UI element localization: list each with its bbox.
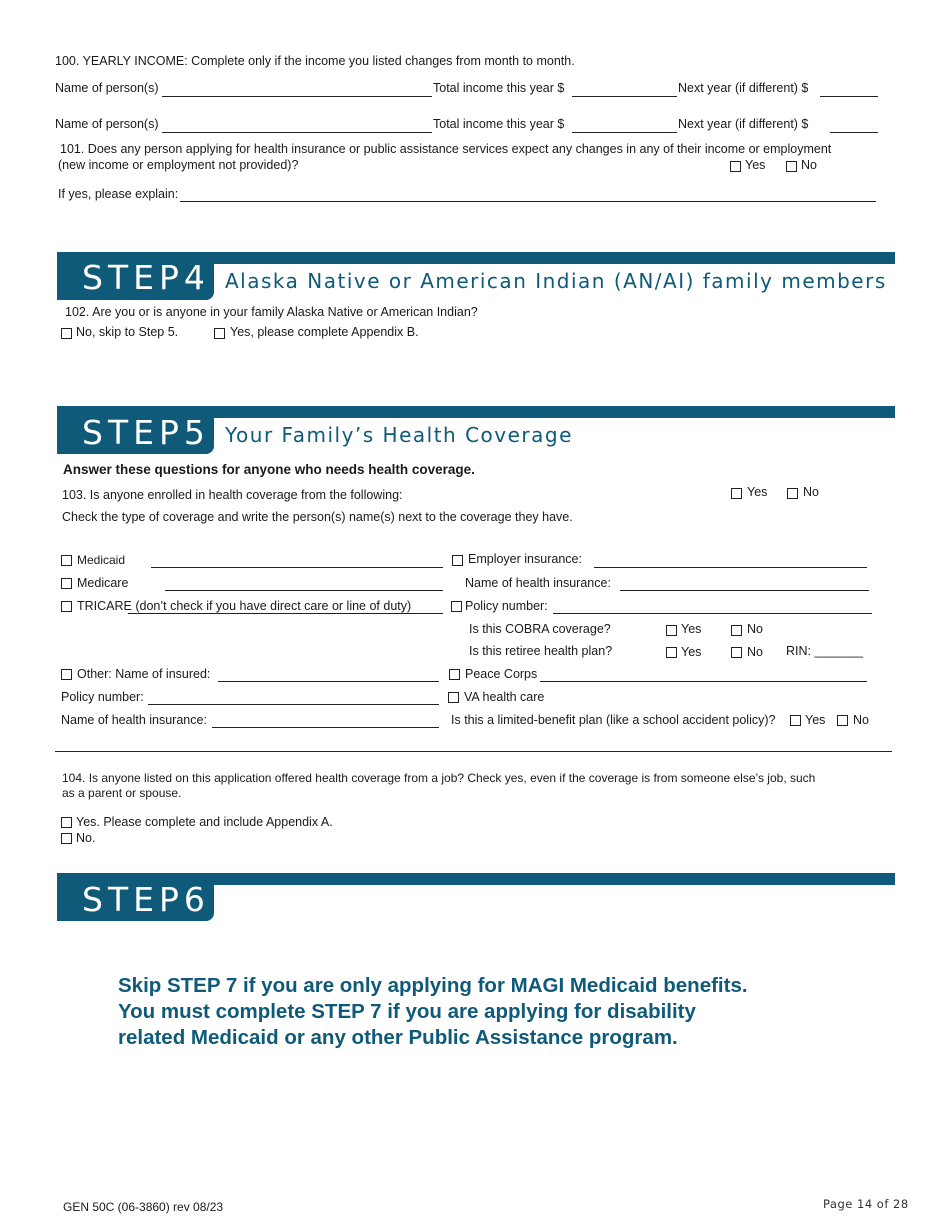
step5-note: Answer these questions for anyone who needs health coverage. [63, 462, 475, 477]
q104-line2: as a parent or spouse. [62, 786, 182, 800]
employer-health-ins-field[interactable] [620, 590, 869, 591]
q100-name-field-2[interactable] [162, 132, 432, 133]
q100-name-label: Name of person(s) [55, 81, 159, 95]
q102-yes-label: Yes, please complete Appendix B. [230, 325, 419, 339]
q101-no-label: No [801, 158, 817, 172]
retiree-yes-checkbox[interactable] [666, 647, 677, 658]
step4-title: STEP4 [82, 258, 210, 297]
cobra-yes-label: Yes [681, 622, 702, 636]
limited-no-label: No [853, 713, 869, 727]
q103-yes-checkbox[interactable] [731, 488, 742, 499]
section-divider [55, 751, 892, 752]
q104-no-checkbox[interactable] [61, 833, 72, 844]
form-id: GEN 50C (06-3860) rev 08/23 [63, 1200, 224, 1214]
medicare-checkbox[interactable] [61, 578, 72, 589]
retiree-question: Is this retiree health plan? [469, 644, 613, 658]
medicare-label: Medicare [77, 576, 129, 590]
q101-line1: 101. Does any person applying for health insurance or public assistance services expect any changes in any of their income or employment [60, 142, 832, 156]
other-label: Other: Name of insured: [77, 667, 211, 681]
limited-yes-label: Yes [805, 713, 826, 727]
q102-no-label: No, skip to Step 5. [76, 325, 179, 339]
cobra-no-label: No [747, 622, 763, 636]
step4-subtitle: Alaska Native or American Indian (AN/AI) family members [225, 269, 887, 293]
cobra-yes-checkbox[interactable] [666, 625, 677, 636]
q100-name-field-1[interactable] [162, 96, 432, 97]
cobra-no-checkbox[interactable] [731, 625, 742, 636]
peace-corps-field[interactable] [540, 681, 867, 682]
medicare-name-field[interactable] [165, 590, 443, 591]
q100-total-label: Total income this year $ [433, 81, 565, 95]
medicaid-name-field[interactable] [151, 567, 443, 568]
tricare-label: TRICARE (don’t check if you have direct care or line of duty) [77, 599, 412, 613]
employer-health-ins-label: Name of health insurance: [465, 576, 611, 590]
step6-line1: Skip STEP 7 if you are only applying for MAGI Medicaid benefits. [118, 974, 748, 997]
limited-no-checkbox[interactable] [837, 715, 848, 726]
va-checkbox[interactable] [448, 692, 459, 703]
peace-corps-checkbox[interactable] [449, 669, 460, 680]
q100-next-label: Next year (if different) $ [678, 81, 809, 95]
step6-line3: related Medicaid or any other Public Assistance program. [118, 1026, 678, 1049]
employer-checkbox[interactable] [452, 555, 463, 566]
q100-next-field-1[interactable] [820, 96, 878, 97]
q103-no-label: No [803, 485, 819, 499]
q100-next-field-2[interactable] [830, 132, 878, 133]
q101-yes-checkbox[interactable] [730, 161, 741, 172]
step6-title: STEP6 [82, 880, 210, 919]
limited-benefit-question: Is this a limited-benefit plan (like a school accident policy)? [451, 713, 776, 727]
step6-instructions [118, 973, 748, 1051]
employer-label: Employer insurance: [468, 552, 582, 566]
employer-policy-label: Policy number: [465, 599, 548, 613]
tricare-checkbox[interactable] [61, 601, 72, 612]
q100-total-label: Total income this year $ [433, 117, 565, 131]
q103-no-checkbox[interactable] [787, 488, 798, 499]
cobra-question: Is this COBRA coverage? [469, 622, 611, 636]
q101-explain-field[interactable] [180, 201, 876, 202]
medicaid-checkbox[interactable] [61, 555, 72, 566]
step5-title: STEP5 [82, 413, 210, 452]
q101-yes-label: Yes [745, 158, 766, 172]
retiree-no-label: No [747, 645, 763, 659]
policy-number-checkbox[interactable] [451, 601, 462, 612]
q100-total-field-1[interactable] [572, 96, 677, 97]
step5-subtitle: Your Family’s Health Coverage [225, 423, 573, 447]
q100-heading: 100. YEARLY INCOME: Complete only if the income you listed changes from month to month. [55, 54, 575, 68]
q103-instructions: Check the type of coverage and write the person(s) name(s) next to the coverage they have. [62, 510, 573, 524]
medicaid-label: Medicaid [77, 553, 126, 567]
q101-explain-label: If yes, please explain: [58, 187, 179, 201]
limited-yes-checkbox[interactable] [790, 715, 801, 726]
q104-yes-checkbox[interactable] [61, 817, 72, 828]
tricare-name-field[interactable] [128, 613, 443, 614]
q102-no-checkbox[interactable] [61, 328, 72, 339]
peace-corps-label: Peace Corps [465, 667, 538, 681]
other-policy-field[interactable] [148, 704, 439, 705]
employer-policy-field[interactable] [553, 613, 872, 614]
q104-yes-label: Yes. Please complete and include Appendix A. [76, 815, 333, 829]
other-insured-field[interactable] [218, 681, 439, 682]
q100-total-field-2[interactable] [572, 132, 677, 133]
q102-yes-checkbox[interactable] [214, 328, 225, 339]
q100-next-label: Next year (if different) $ [678, 117, 809, 131]
q104-line1: 104. Is anyone listed on this application offered health coverage from a job? Check yes, even if the coverage is from someone else’s job, such [62, 771, 816, 785]
retiree-yes-label: Yes [681, 645, 702, 659]
employer-name-field[interactable] [594, 567, 867, 568]
q103-question: 103. Is anyone enrolled in health coverage from the following: [62, 488, 403, 502]
q103-yes-label: Yes [747, 485, 768, 499]
q101-no-checkbox[interactable] [786, 161, 797, 172]
other-health-ins-label: Name of health insurance: [61, 713, 207, 727]
other-checkbox[interactable] [61, 669, 72, 680]
q102-question: 102. Are you or is anyone in your family Alaska Native or American Indian? [65, 305, 478, 319]
other-policy-label: Policy number: [61, 690, 144, 704]
q100-name-label: Name of person(s) [55, 117, 159, 131]
rin-field[interactable]: RIN: _______ [786, 644, 864, 658]
q104-no-label: No. [76, 831, 96, 845]
retiree-no-checkbox[interactable] [731, 647, 742, 658]
page-number: Page 14 of 28 [823, 1197, 909, 1211]
other-health-ins-field[interactable] [212, 727, 439, 728]
step6-line2: You must complete STEP 7 if you are applying for disability [118, 1000, 696, 1023]
va-label: VA health care [464, 690, 545, 704]
q101-line2: (new income or employment not provided)? [58, 158, 299, 172]
